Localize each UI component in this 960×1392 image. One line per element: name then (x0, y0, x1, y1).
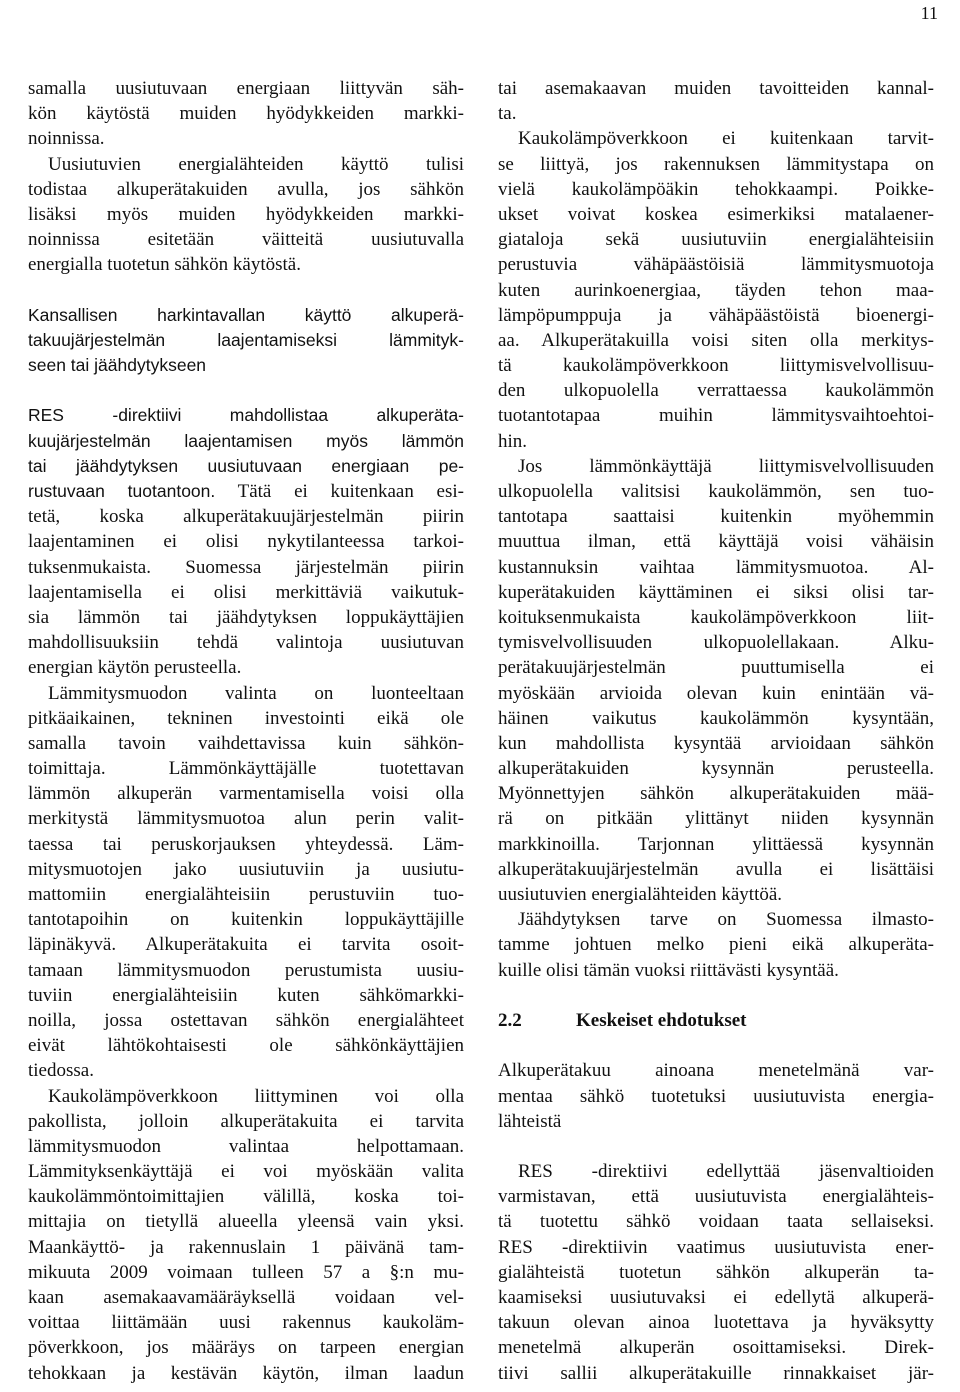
text-line: taessa tai peruskorjauksen yhteydessä. Läm- (28, 833, 464, 855)
text-line: tiedossa. (28, 1060, 94, 1082)
paragraph (498, 454, 934, 907)
text-line: samalla uusiutuvaan energiaan liittyvän säh- (28, 78, 464, 99)
text-line: eivät lähtökohtaisesti ole sähkönkäyttäjien (28, 1035, 464, 1057)
text-line: RES -direktiivin vaatimus uusiutuvista ener- (498, 1236, 934, 1258)
spacer (498, 1033, 934, 1058)
text-line: mentaa sähkö tuotetuksi uusiutuvista energia- (498, 1085, 934, 1107)
text-line: kön käytöstä muiden hyödykkeiden markki- (28, 103, 464, 125)
text-line: pöverkkoon, jos määräys on tarpeen energian (28, 1337, 464, 1359)
text-line: kuperätakuiden käyttäminen ei siksi olisi tar- (498, 581, 934, 603)
text-line: Jäähdytyksen tarve on Suomessa ilmasto- (518, 909, 934, 931)
spacer (498, 1134, 934, 1159)
text-line: Lämmitysmuodon valinta on luonteeltaan (48, 682, 464, 704)
paragraph (28, 681, 464, 1084)
text-line: perätakuujärjestelmän puuttumisella ei (498, 657, 934, 679)
paragraph (28, 1084, 464, 1386)
paragraph (498, 126, 934, 453)
text-line: giataloja sekä uusiutuviin energialähteisiin (498, 229, 934, 251)
text-line: lähteistä (498, 1110, 562, 1132)
text-line: Jos lämmönkäyttäjä liittymisvelvollisuuden (518, 455, 934, 477)
page-number: 11 (920, 3, 938, 23)
text-line: aa. Alkuperätakuilla voisi siten olla merkitys- (498, 329, 934, 351)
text-line: läpinäkyvä. Alkuperätakuita ei tarvita osoit- (28, 934, 464, 956)
text-line: mahdollisuuksiin tehdä valintoja uusiutuvan (28, 632, 464, 654)
text-line: rä on pitkään ylittänyt niiden kysynnän (498, 808, 934, 830)
text-line: se liittyä, jos rakennuksen lämmitystapa on (498, 153, 934, 175)
paragraph (28, 403, 464, 680)
text-line: mattomiin energialähteisiin perustuviin tuo- (28, 884, 464, 905)
text-line: mikuuta 2009 voimaan tulleen 57 a §:n mu- (28, 1261, 464, 1283)
text-line: tuviin energialähteisiin kuten sähkömarkki- (28, 984, 464, 1006)
text-line: kaan asemakaavamääräyksellä voidaan vel- (28, 1287, 464, 1308)
text-line: tä tuotettu sähkö voidaan taata sellaiseksi. (498, 1211, 934, 1233)
text-line: gialähteistä tuotetun sähkön alkuperän ta- (498, 1261, 934, 1283)
text-line: tuksenmukaista. Suomessa järjestelmän piirin (28, 556, 464, 578)
text-line: samalla tavoin vaihdettavissa kuin sähkön- (28, 732, 464, 754)
text-line: hin. (498, 430, 528, 452)
text-line: tehokkaan ja kestävän käytön, ilman laadun (28, 1362, 464, 1384)
text-line: tai asemakaavan muiden tavoitteiden kannal- (498, 78, 934, 99)
paragraph (498, 907, 934, 983)
text-line: alkuperätakuujärjestelmän avulla ei lisättäisi (498, 858, 934, 880)
text-line: RES -direktiivi mahdollistaa alkuperäta- (28, 405, 464, 426)
text-line: Kaukolämpöverkkoon ei kuitenkaan tarvit- (518, 128, 934, 150)
text-line: muuttua ilman, että käyttäjä voisi vähäisin (498, 531, 934, 553)
text-line: tetä, koska alkuperätakuujärjestelmän piirin (28, 506, 464, 528)
text-line: todistaa alkuperätakuiden avulla, jos sähkön (28, 178, 464, 200)
left-column (28, 76, 464, 1386)
text-line: menetelmä alkuperän osoittamiseksi. Direk- (498, 1337, 934, 1359)
text-line: Kansallisen harkintavallan käyttö alkuperä- (28, 304, 464, 325)
text-line: lisäksi myös muiden hyödykkeiden markki- (28, 203, 464, 225)
spacer (28, 378, 464, 403)
text-line: ulkopuolella valitsisi kaukolämmön, sen tuo- (498, 481, 934, 502)
text-line: kuille olisi tämän vuoksi riittävästi kysyntää. (498, 959, 839, 981)
text-line: tamme johtuen melko pieni eikä alkuperäta- (498, 934, 934, 956)
text-line: tamaan lämmitysmuodon perustumista uusiu- (28, 959, 464, 981)
text-line: seen tai jäähdytykseen (28, 355, 207, 376)
text-line: uusiutuvien energialähteiden käyttöä. (498, 884, 783, 905)
text-line: vielä kaukolämpöäkin tehokkaampi. Poikke- (498, 178, 934, 200)
text-line: kaukolämmöntoimittajien välillä, koska toi- (28, 1186, 464, 1208)
subheading (498, 1058, 934, 1134)
text-fragment: Tätä ei kuitenkaan esi- (215, 481, 464, 502)
text-line: Myönnettyjen sähkön alkuperätakuiden mää- (498, 783, 934, 805)
text-fragment: rustuvaan tuotantoon. (28, 481, 216, 501)
text-line: ukset voivat koskea esimerkiksi matalaener- (498, 203, 934, 225)
text-line: lämmitysmuodon valintaa helpottamaan. (28, 1135, 464, 1157)
text-line: voittaa liittämään uusi rakennus kaukoläm- (28, 1312, 464, 1334)
text-line: häinen vaikutus kaukolämmön kysyntään, (498, 707, 934, 729)
text-line: markkinoilla. Tarjonnan ylittäessä kysynnän (498, 833, 934, 855)
paragraph (28, 152, 464, 278)
text-line: tantotapoihin on kuitenkin loppukäyttäjille (28, 909, 464, 931)
text-line: kuujärjestelmän laajentamisen myös lämmön (28, 430, 464, 451)
subheading (28, 303, 464, 379)
text-line: Lämmityksenkäyttäjä ei voi myöskään valita (28, 1161, 464, 1183)
text-line: laajentamisella ei olisi merkittäviä vaikutuk- (28, 581, 464, 603)
text-line: Alkuperätakuu ainoana menetelmänä var- (498, 1060, 934, 1082)
text-line: ta. (498, 103, 517, 125)
text-line: Maankäyttö- ja rakennuslain 1 päivänä tam- (28, 1236, 464, 1258)
text-line: sia lämmön tai jäähdytyksen loppukäyttäjien (28, 606, 464, 628)
text-line: takuun olevan ainoa luotettava ja hyväksytty (498, 1312, 934, 1334)
text-line: mittajia on tietyllä alueella yleensä vain yksi. (28, 1211, 464, 1233)
text-line: kun mahdollista kysyntää arvioidaan sähkön (498, 732, 934, 754)
text-line: tymisvelvollisuuden ulkopuolellakaan. Alku- (498, 632, 934, 654)
text-line: mitysmuotojen jako uusiutuviin ja uusiutu- (28, 858, 464, 880)
spacer (498, 983, 934, 1008)
text-line: tiivi sallii alkuperätakuille rinnakkaiset jär- (498, 1362, 934, 1384)
text-line: laajentaminen ei olisi nykytilanteessa tarkoi- (28, 531, 464, 553)
text-line: lämpöpumppuja ja vähäpäästöistä bioenergi- (498, 304, 934, 326)
text-line: noinnissa. (28, 128, 105, 150)
text-line: merkitystä lämmitysmuotoa alun perin valit- (28, 808, 464, 830)
text-line: energian käytön perusteella. (28, 657, 242, 679)
text-line: toimittaja. Lämmönkäyttäjälle tuotettavan (28, 758, 464, 780)
text-line: tä kaukolämpöverkkoon liittymisvelvollisuu- (498, 355, 934, 377)
text-line: alkuperätakuiden kysynnän perusteella. (498, 758, 934, 780)
section-title: Keskeiset ehdotukset (576, 1009, 747, 1031)
text-line: kuten aurinkoenergiaa, täyden tehon maa- (498, 279, 934, 301)
text-line: takuujärjestelmän laajentamiseksi lämmityk- (28, 329, 464, 350)
text-line: pakollista, jolloin alkuperätakuita ei tarvita (28, 1110, 464, 1132)
text-line: lämmön alkuperän varmentamisella voisi olla (28, 783, 464, 805)
text-line (28, 479, 464, 504)
text-line: varmistavan, että uusiutuvista energialähteis- (498, 1186, 934, 1208)
text-line: energialla tuotetun sähkön käytöstä. (28, 254, 301, 276)
text-line: tantotapa saattaisi kuitenkin myöhemmin (498, 506, 934, 528)
text-line: tai jäähdytyksen uusiutuvaan energiaan pe- (28, 455, 464, 476)
paragraph (498, 1159, 934, 1386)
text-line: RES -direktiivi edellyttää jäsenvaltioiden (518, 1161, 934, 1183)
paragraph (498, 76, 934, 126)
text-line: tuotantotapaa muihin lämmitysvaihtoehtoi- (498, 405, 934, 427)
text-line: kustannuksin vaihtaa lämmitysmuotoa. Al- (498, 556, 934, 578)
section-heading (498, 1008, 934, 1033)
text-line: koituksenmukaista kaukolämpöverkkoon liit- (498, 606, 934, 628)
text-line: myöskään arvioida olevan kuin enintään vä- (498, 682, 934, 704)
text-line: noinnissa esitetään väitteitä uusiutuvalla (28, 229, 464, 251)
section-number: 2.2 (498, 1009, 522, 1031)
right-column (498, 76, 934, 1386)
text-line: den ulkopuolella verrattaessa kaukolämmön (498, 380, 934, 402)
text-line: noilla, jossa ostettavan sähkön energialähteet (28, 1009, 464, 1031)
spacer (28, 278, 464, 303)
text-line: pitkäaikainen, tekninen investointi eikä ole (28, 707, 464, 729)
text-line: Uusiutuvien energialähteiden käyttö tulisi (48, 153, 464, 175)
text-line: Kaukolämpöverkkoon liittyminen voi olla (48, 1085, 464, 1107)
text-line: kaamiseksi uusiutuvaksi ei edellytä alkuperä- (498, 1287, 934, 1308)
text-line: perustuvia vähäpäästöisiä lämmitysmuotoja (498, 254, 934, 276)
paragraph (28, 76, 464, 152)
